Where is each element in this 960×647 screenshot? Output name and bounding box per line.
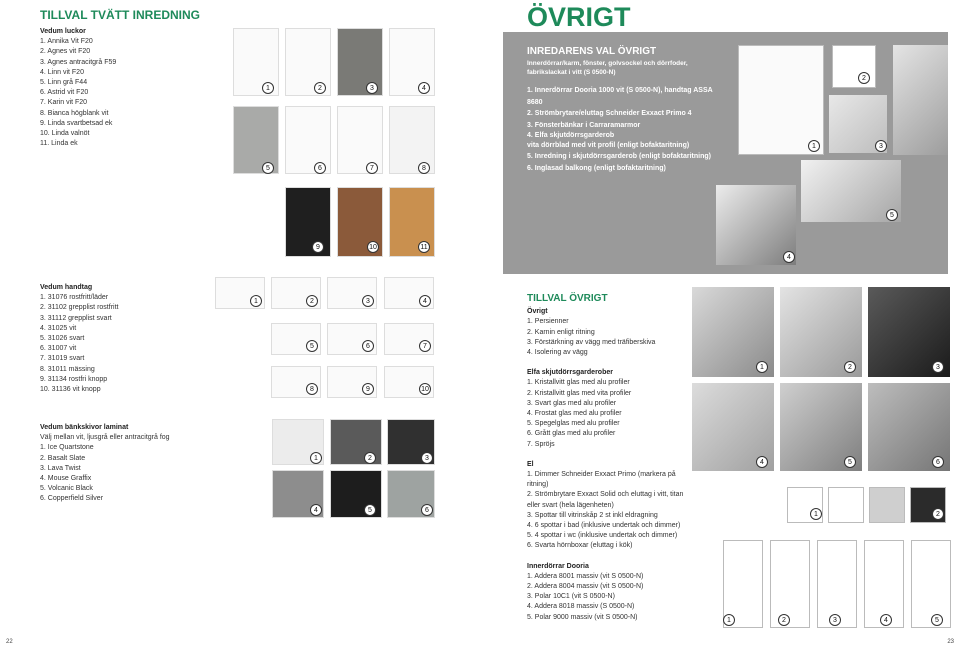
list-item: 4. Linn vit F20 [40,68,84,76]
bank-list [40,423,220,505]
number-badge: 5 [931,614,943,626]
list-item: 5. Volcanic Black [40,485,93,493]
list-item: 4. Frostat glas med alu profiler [527,410,622,418]
luckor-heading: Vedum luckor [40,28,86,35]
number-badge: 8 [306,383,318,395]
number-badge: 5 [886,209,898,221]
left-title: TILLVAL TVÄTT INREDNING [40,8,200,22]
list-item: 6. Copperfield Silver [40,495,104,503]
door-image [738,45,824,155]
number-badge: 5 [364,504,376,516]
number-badge: 1 [250,295,262,307]
luckor-list [40,27,200,149]
lucka-swatch [285,187,331,257]
number-badge: 9 [362,383,374,395]
list-item: 5. Spegelglas med alu profiler [527,420,620,428]
list-item: 2. Strömbrytare Exxact Solid och eluttag i vitt, titan [527,491,684,499]
number-badge: 2 [858,72,870,84]
door-image [911,540,951,628]
list-item: 2. Karnin enligt ritning [527,328,595,336]
number-badge: 11 [418,241,430,253]
list-item: 11. Linda ek [40,140,78,148]
number-badge: 7 [419,340,431,352]
number-badge: 3 [875,140,887,152]
dorrar-heading: Innerdörrar Dooria [527,562,589,570]
number-badge: 2 [314,82,326,94]
number-badge: 1 [723,614,735,626]
list-item: 7. Karin vit F20 [40,99,88,107]
switch-image [869,487,905,523]
list-item: 3. Spottar till vitrinskåp 2 st inkl eldragning [527,511,658,519]
gray-sub: Innerdörrar/karm, fönster, golvsockel och dörrfoder, [527,60,688,67]
list-item: 1. Persienner [527,318,569,326]
list-item: 8. 31011 mässing [40,365,95,373]
number-badge: 4 [418,82,430,94]
number-badge: 6 [932,456,944,468]
list-item: 2. Basalt Slate [40,454,86,462]
ovrigt-heading: Övrigt [527,308,548,316]
list-item: 9. Linda svartbetsad ek [40,119,113,127]
list-item: eller svart (hela lägenheten) [527,501,614,509]
switch-image [832,45,876,88]
number-badge: 1 [808,140,820,152]
list-item: 2. 31102 grepplist rostfritt [40,304,119,312]
list-item: 4. 6 spottar i bad (inklusive undertak och dimmer) [527,522,681,530]
list-item: 2. Kristallvitt glas med vita profiler [527,389,632,397]
number-badge: 6 [362,340,374,352]
page-number: 22 [6,639,13,645]
list-item: vita dörrblad med vit profil (enligt bofaktaritning) [527,142,690,149]
tillval-column [527,294,692,623]
wardrobe-photo [893,45,948,155]
list-item: 1. Kristallvitt glas med alu profiler [527,379,630,387]
list-item: 4. Addera 8018 massiv (S 0500-N) [527,603,635,611]
number-badge: 2 [778,614,790,626]
list-item: 3. Svart glas med alu profiler [527,399,617,407]
list-item: 3. Fönsterbänkar i Carraramarmor [527,121,641,129]
number-badge: 9 [312,241,324,253]
switch-image [828,487,864,523]
list-item: 1. Addera 8001 massiv (vit S 0500-N) [527,572,644,580]
list-item: 2. Agnes vit F20 [40,48,91,56]
number-badge: 6 [421,504,433,516]
number-badge: 2 [364,452,376,464]
elfa-heading: Elfa skjutdörrsgarderober [527,369,613,377]
list-item: 6. Inglasad balkong (enligt bofaktaritning) [527,164,666,172]
list-item: 1. Ice Quartstone [40,444,94,452]
number-badge: 8 [418,162,430,174]
list-item: 5. Inredning i skjutdörrsgarderob (enligt bofaktaritning) [527,153,711,160]
number-badge: 10 [367,241,379,253]
list-item: 10. Linda valnöt [40,130,90,138]
gray-heading: INREDARENS VAL ÖVRIGT [527,46,657,57]
list-item: 5. 31026 svart [40,335,85,343]
handtag-list [40,283,200,395]
list-item: 1. 31076 rostfritt/läder [40,294,109,302]
list-item: 3. Polar 10C1 (vit S 0500-N) [527,593,615,601]
number-badge: 1 [810,508,822,520]
list-item: 4. Mouse Graffix [40,475,92,483]
list-item: 1. Annika Vit F20 [40,38,93,46]
el-heading: El [527,460,534,468]
list-item: 3. Lava Twist [40,464,81,472]
number-badge: 6 [314,162,326,174]
list-item: 1. Innerdörrar Dooria 1000 vit (S 0500-N), handtag ASSA 8680 [527,87,713,106]
right-title: ÖVRIGT [527,2,631,32]
number-badge: 4 [310,504,322,516]
number-badge: 2 [306,295,318,307]
list-item: 9. 31134 rostfri knopp [40,375,108,383]
list-item: 1. Dimmer Schneider Exxact Primo (markera på ritning) [527,471,676,489]
bank-heading: Vedum bänkskivor laminat [40,424,129,431]
number-badge: 5 [306,340,318,352]
list-item: 6. 31007 vit [40,345,77,353]
number-badge: 4 [756,456,768,468]
list-item: 10. 31136 vit knopp [40,386,101,394]
number-badge: 1 [310,452,322,464]
number-badge: 4 [419,295,431,307]
number-badge: 2 [844,361,856,373]
number-badge: 3 [421,452,433,464]
door-image [770,540,810,628]
list-item: 5. Linn grå F44 [40,79,88,87]
list-item: 3. Agnes antracitgrå F59 [40,58,117,66]
handtag-heading: Vedum handtag [40,284,93,291]
number-badge: 5 [262,162,274,174]
list-item: 5. Polar 9000 massiv (vit S 0500-N) [527,613,638,621]
gray-sub: fabrikslackat i vitt (S 0500-N) [527,69,616,76]
number-badge: 4 [880,614,892,626]
list-item: 6. Astrid vit F20 [40,89,89,97]
number-badge: 3 [366,82,378,94]
number-badge: 1 [756,361,768,373]
list-item: 2. Strömbrytare/eluttag Schneider Exxact Primo 4 [527,110,692,117]
number-badge: 1 [262,82,274,94]
list-item: 6. Svarta hörnboxar (eluttag i kök) [527,542,633,550]
list-item: 4. Elfa skjutdörrsgarderob [527,132,615,139]
number-badge: 2 [932,508,944,520]
list-item: 3. Förstärkning av vägg med träfiberskiva [527,338,656,346]
list-item: 4. Isolering av vägg [527,349,588,357]
number-badge: 4 [783,251,795,263]
list-item: 7. 31019 svart [40,355,85,363]
tillval-title: TILLVAL ÖVRIGT [527,293,608,304]
number-badge: 7 [366,162,378,174]
number-badge: 10 [419,383,431,395]
list-item: 3. 31112 grepplist svart [40,314,112,322]
list-item: 4. 31025 vit [40,324,77,332]
bank-intro: Välj mellan vit, ljusgrå eller antracitgrå fog [40,434,170,442]
list-item: 5. 4 spottar i wc (inklusive undertak och dimmer) [527,532,678,540]
number-badge: 3 [932,361,944,373]
list-item: 2. Addera 8004 massiv (vit S 0500-N) [527,583,644,591]
list-item: 6. Grått glas med alu profiler [527,430,616,438]
list-item: 7. Spröjs [527,440,555,448]
gray-text [527,46,727,174]
number-badge: 5 [844,456,856,468]
list-item: 8. Bianca högblank vit [40,109,109,117]
number-badge: 3 [362,295,374,307]
page-number: 23 [947,639,954,645]
number-badge: 3 [829,614,841,626]
